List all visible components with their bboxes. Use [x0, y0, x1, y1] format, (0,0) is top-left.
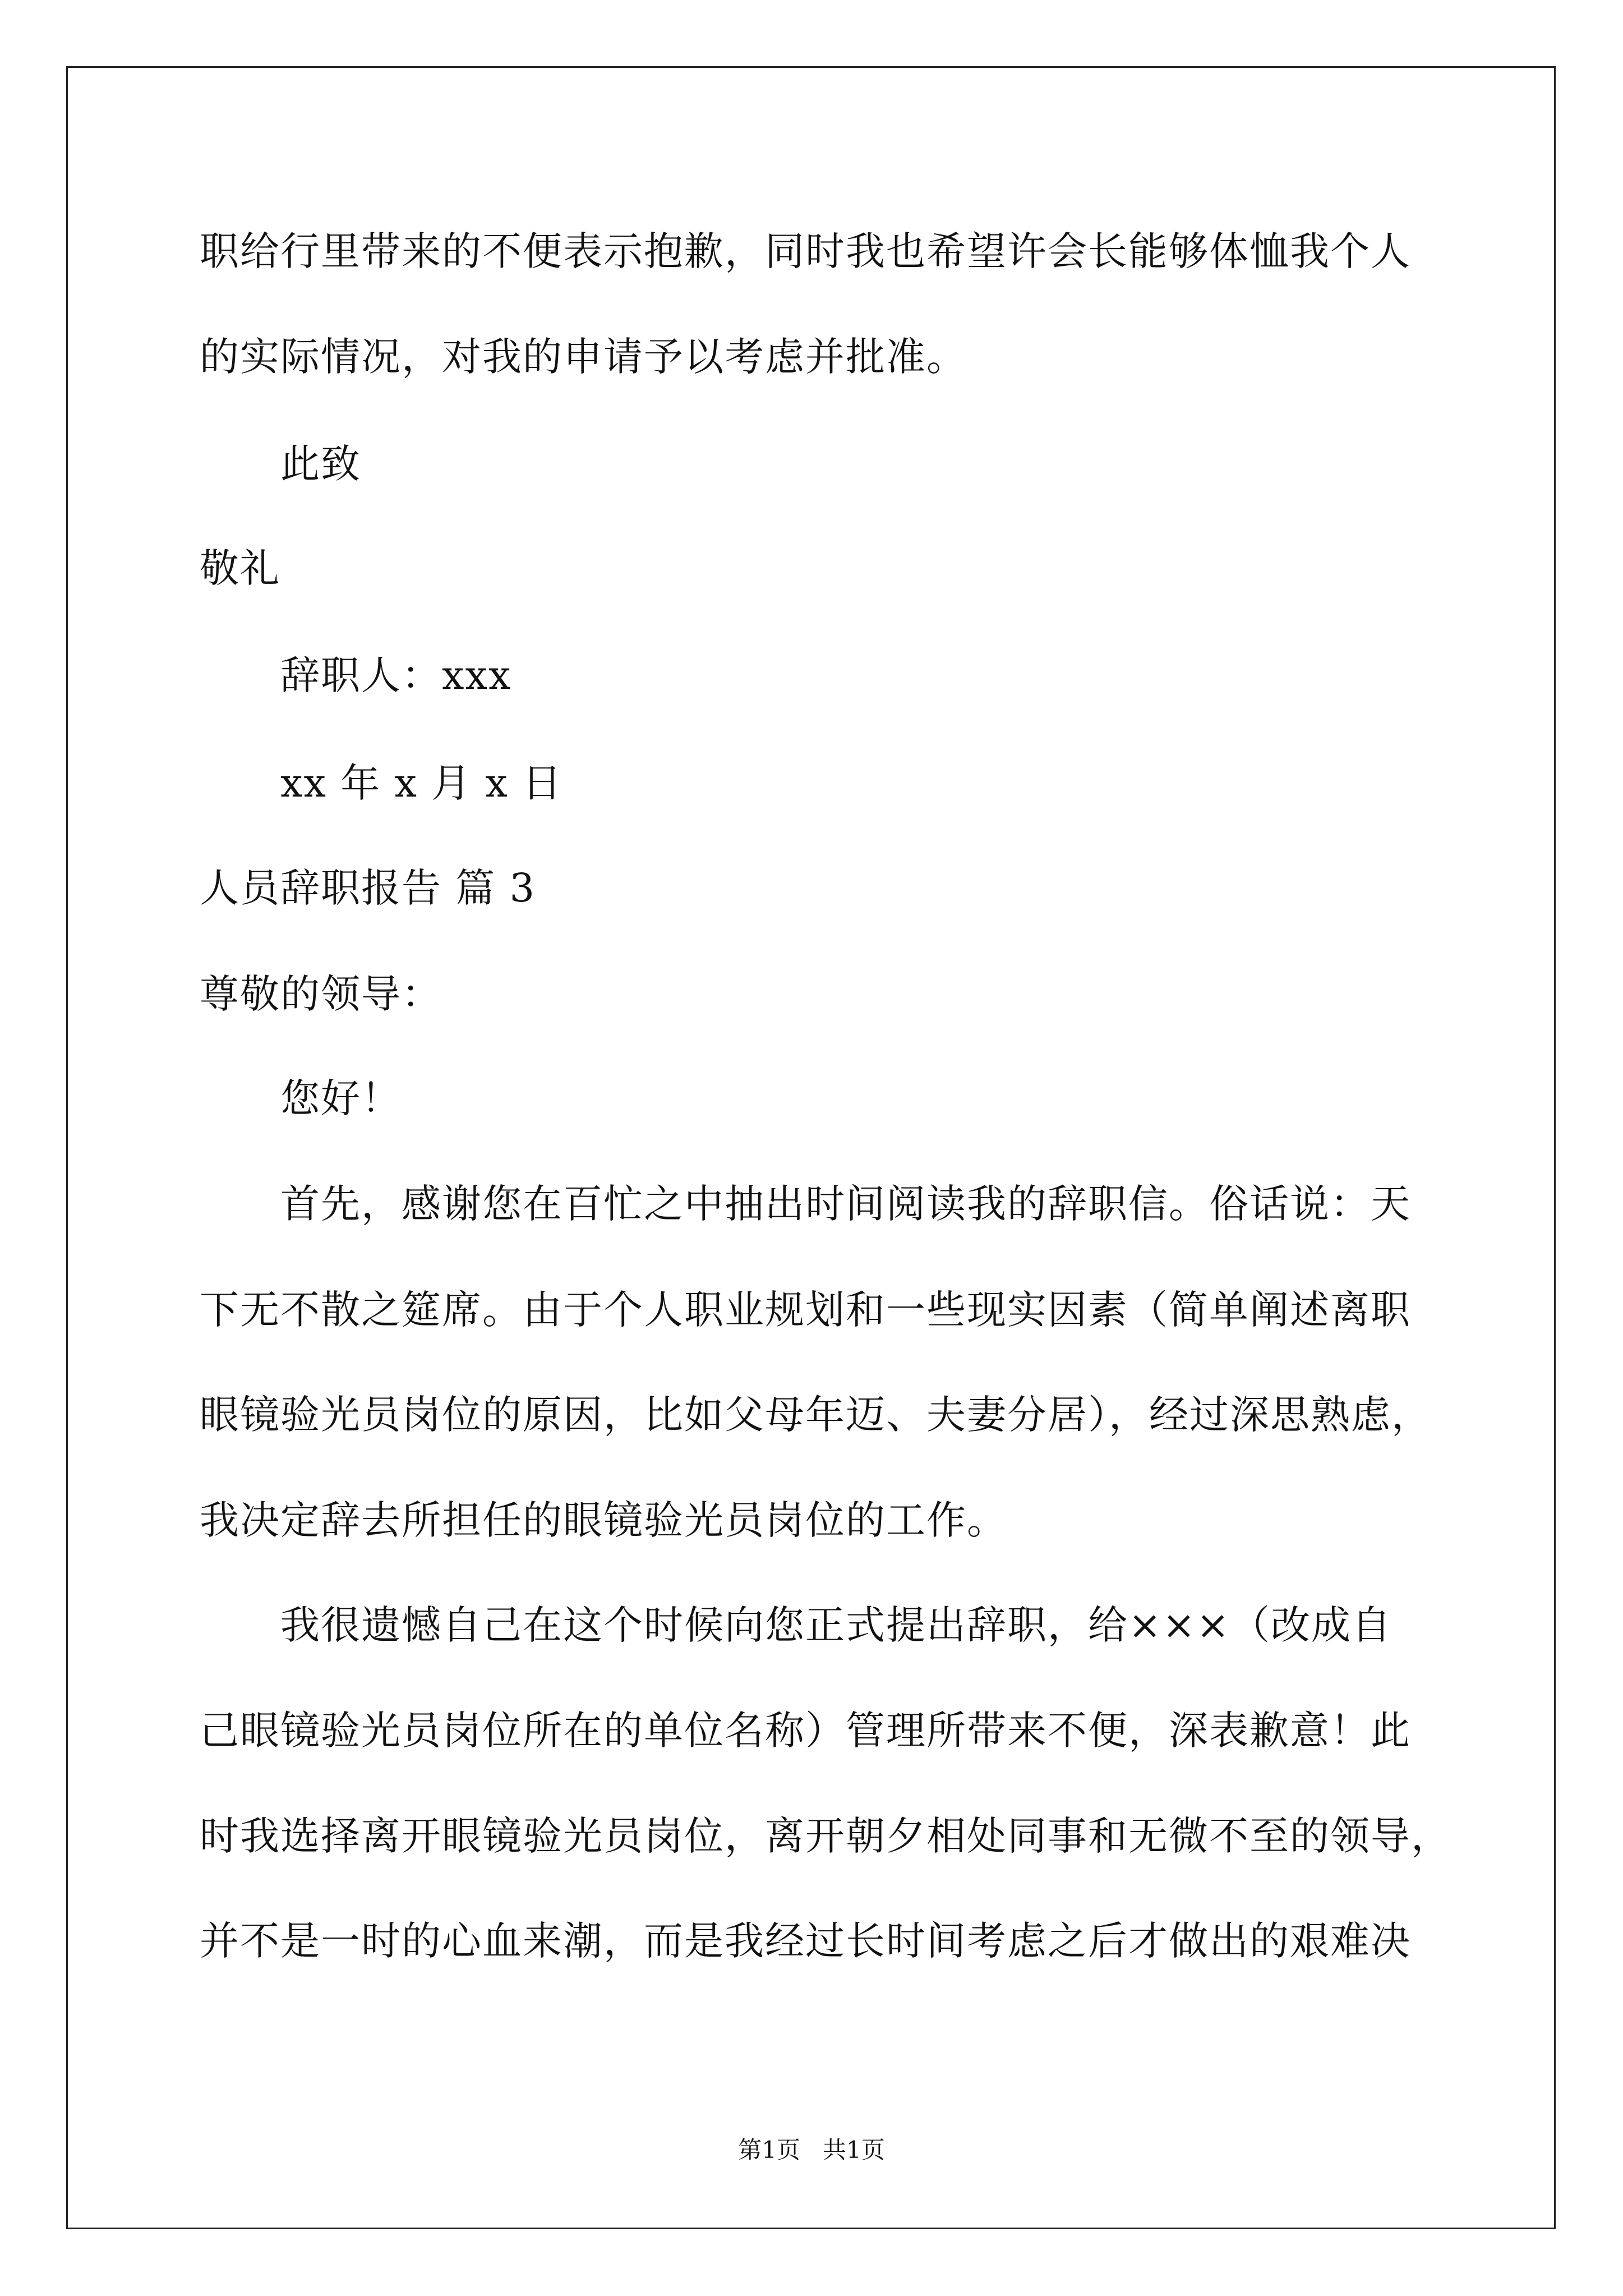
closing-salutation: 此致: [280, 441, 361, 487]
date-line: xx 年 x 月 x 日: [280, 760, 563, 806]
greeting-recipient: 尊敬的领导：: [200, 971, 442, 1017]
closing-regards: 敬礼: [200, 545, 280, 591]
body-line-11: 下无不散之筵席。由于个人职业规划和一些现实因素（简单阐述离职: [200, 1287, 1411, 1333]
body-line-13: 我决定辞去所担任的眼镜验光员岗位的工作。: [200, 1497, 1007, 1543]
body-line-14: 我很遗憾自己在这个时候向您正式提出辞职，给×××（改成自: [280, 1602, 1392, 1648]
page-border: [66, 66, 1556, 2229]
body-line-2: 的实际情况，对我的申请予以考虑并批准。: [200, 334, 967, 380]
body-line-17: 并不是一时的心血来潮，而是我经过长时间考虑之后才做出的艰难决: [200, 1918, 1411, 1964]
body-line-16: 时我选择离开眼镜验光员岗位，离开朝夕相处同事和无微不至的领导，: [200, 1813, 1451, 1859]
body-line-12: 眼镜验光员岗位的原因，比如父母年迈、夫妻分居），经过深思熟虑，: [200, 1392, 1432, 1438]
body-line-1: 职给行里带来的不便表示抱歉，同时我也希望许会长能够体恤我个人: [200, 228, 1411, 274]
page-footer: 第1页 共1页: [738, 2136, 885, 2164]
section-heading: 人员辞职报告 篇 3: [200, 865, 536, 911]
body-line-10: 首先，感谢您在百忙之中抽出时间阅读我的辞职信。俗话说：天: [280, 1181, 1411, 1227]
body-line-15: 己眼镜验光员岗位所在的单位名称）管理所带来不便，深表歉意！此: [200, 1708, 1411, 1754]
signature-line: 辞职人：xxx: [280, 652, 512, 698]
greeting-hello: 您好！: [280, 1075, 402, 1121]
